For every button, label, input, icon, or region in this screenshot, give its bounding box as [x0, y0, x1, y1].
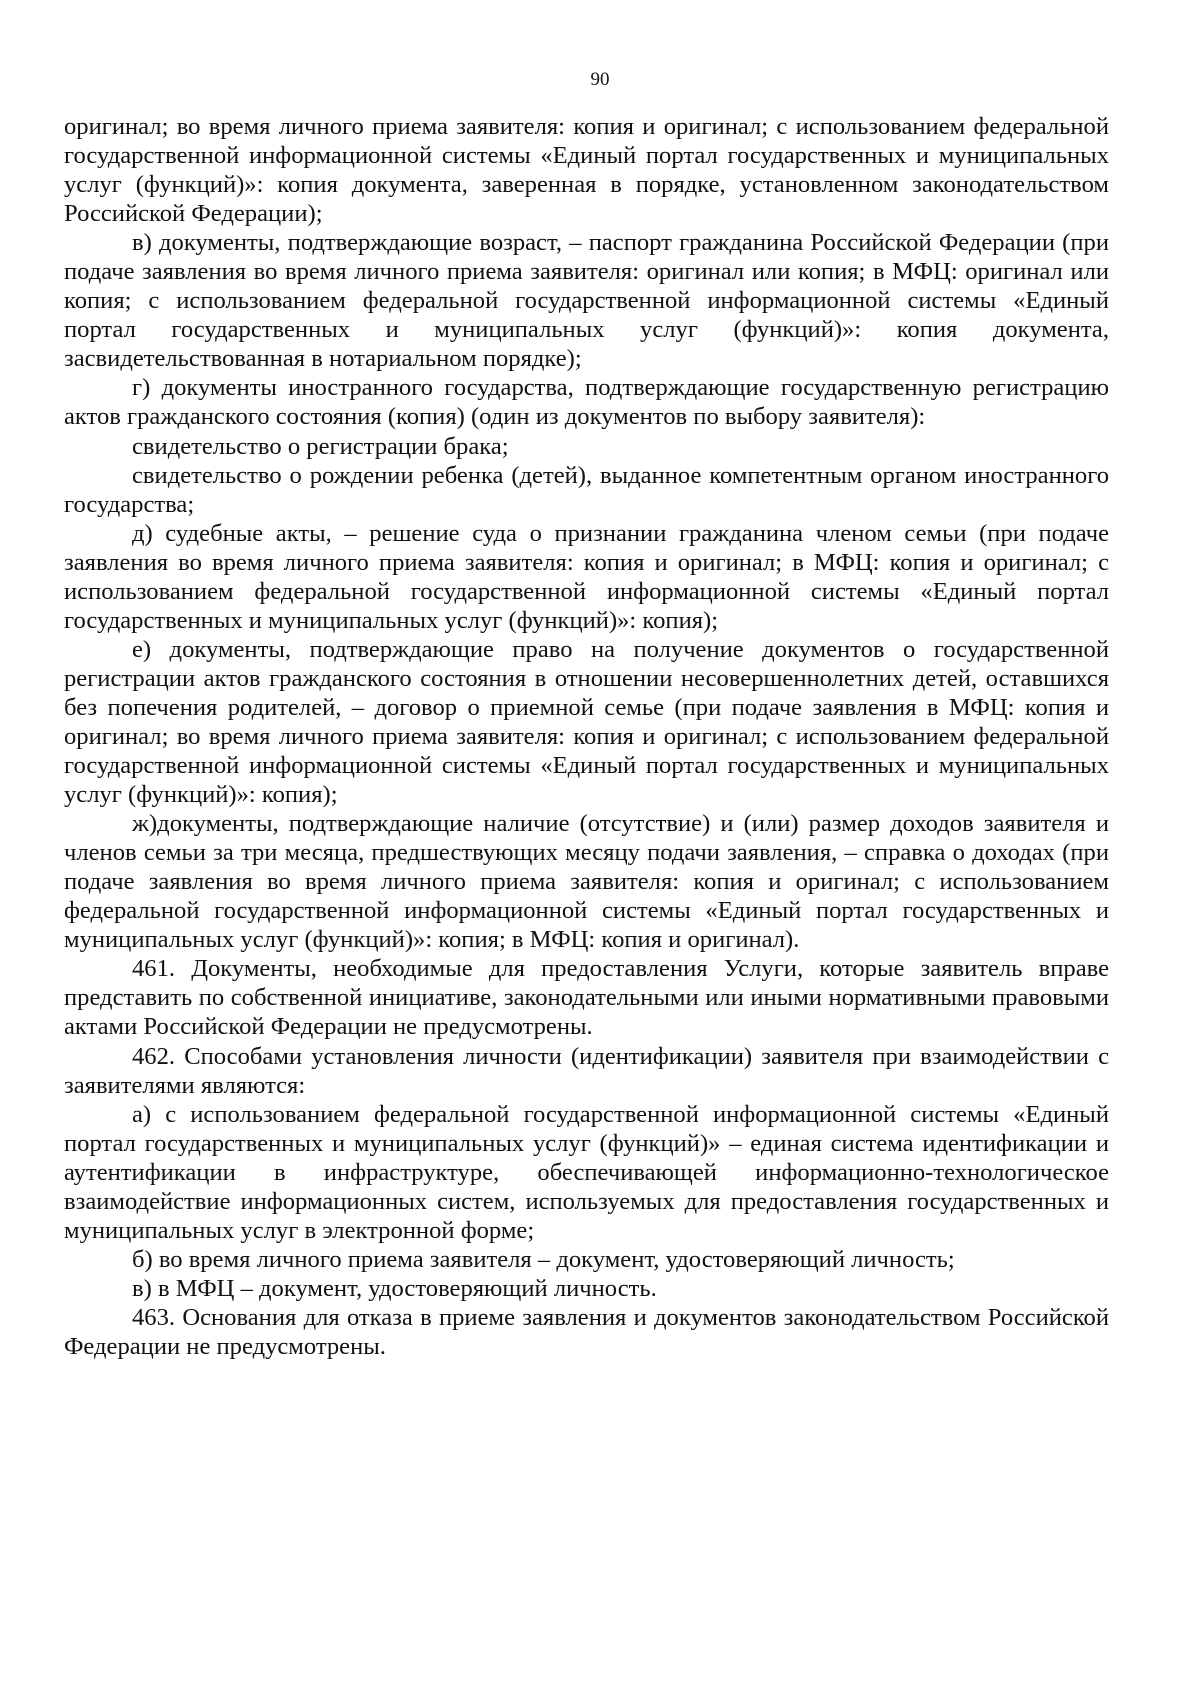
- page-number: 90: [590, 69, 610, 90]
- paragraph-item-e: е) документы, подтверждающие право на получение документов о государственной регистрации актов гражданского состояния в отношении несовершеннолетних детей, оставшихся без попечения родителей, – договор о приемной семье (при подаче заявления в МФЦ: копия и оригинал; во время личного приема заявителя: копия и оригинал; с использованием федеральной государственной информационной системы «Единый портал государственных и муниципальных услуг (функций)»: копия);: [64, 635, 1109, 809]
- paragraph-462-v: в) в МФЦ – документ, удостоверяющий личность.: [132, 1274, 657, 1302]
- paragraph-463: 463. Основания для отказа в приеме заявления и документов законодательством Российской Федерации не предусмотрены.: [64, 1303, 1109, 1360]
- paragraph-462: 462. Способами установления личности (идентификации) заявителя при взаимодействии с заявителями являются:: [64, 1042, 1109, 1099]
- paragraph-marriage-certificate: свидетельство о регистрации брака;: [132, 432, 509, 460]
- paragraph-item-d: д) судебные акты, – решение суда о признании гражданина членом семьи (при подаче заявления во время личного приема заявителя: копия и оригинал; в МФЦ: копия и оригинал; с использованием федеральной государственной информационной системы «Единый портал государственных и муниципальных услуг (функций)»: копия);: [64, 519, 1109, 634]
- document-body: [64, 112, 1109, 1361]
- paragraph-item-v: в) документы, подтверждающие возраст, – паспорт гражданина Российской Федерации (при подаче заявления во время личного приема заявителя: оригинал или копия; в МФЦ: оригинал или копия; с использованием федеральной государственной информационной системы «Единый портал государственных и муниципальных услуг (функций)»: копия документа, засвидетельствованная в нотариальном порядке);: [64, 229, 1109, 373]
- paragraph-462-b: б) во время личного приема заявителя – документ, удостоверяющий личность;: [132, 1245, 955, 1273]
- paragraph-item-zh: ж)документы, подтверждающие наличие (отсутствие) и (или) размер доходов заявителя и членов семьи за три месяца, предшествующих месяцу подачи заявления, – справка о доходах (при подаче заявления во время личного приема заявителя: копия и оригинал; с использованием федеральной государственной информационной системы «Единый портал государственных и муниципальных услуг (функций)»: копия; в МФЦ: копия и оригинал).: [64, 810, 1109, 954]
- paragraph-item-g: г) документы иностранного государства, подтверждающие государственную регистрацию актов гражданского состояния (копия) (один из документов по выбору заявителя):: [64, 374, 1109, 431]
- paragraph-continuation: оригинал; во время личного приема заявителя: копия и оригинал; с использованием федеральной государственной информационной системы «Единый портал государственных и муниципальных услуг (функций)»: копия документа, заверенная в порядке, установленном законодательством Российской Федерации);: [64, 113, 1109, 228]
- paragraph-462-a: а) с использованием федеральной государственной информационной системы «Единый портал государственных и муниципальных услуг (функций)» – единая система идентификации и аутентификации в инфраструктуре, обеспечивающей информационно-технологическое взаимодействие информационных систем, используемых для предоставления государственных и муниципальных услуг в электронной форме;: [64, 1100, 1109, 1244]
- paragraph-birth-certificate: свидетельство о рождении ребенка (детей), выданное компетентным органом иностранного государства;: [64, 461, 1109, 518]
- paragraph-461: 461. Документы, необходимые для предоставления Услуги, которые заявитель вправе представить по собственной инициативе, законодательными или иными нормативными правовыми актами Российской Федерации не предусмотрены.: [64, 955, 1109, 1041]
